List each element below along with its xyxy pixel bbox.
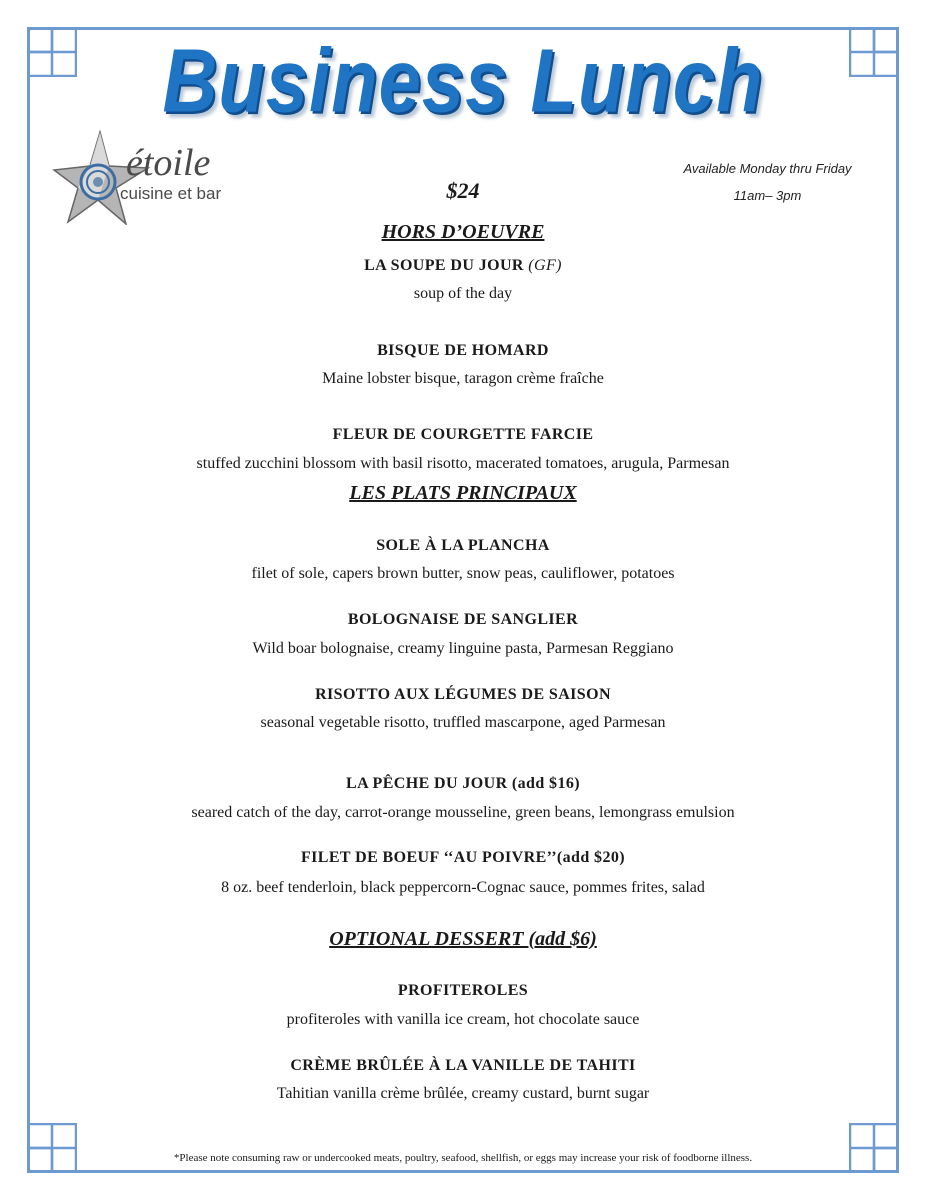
menu-item-name: BOLOGNAISE DE SANGLIER — [347, 611, 579, 628]
availability-days: Available Monday thru Friday — [683, 161, 852, 176]
menu-item-description: soup of the day — [413, 285, 513, 302]
menu-item-name: SOLE À LA PLANCHA — [376, 537, 550, 554]
menu-item-description: stuffed zucchini blossom with basil risotto, macerated tomatoes, arugula, Parmesan — [196, 455, 730, 472]
menu-item-description: profiteroles with vanilla ice cream, hot chocolate sauce — [286, 1011, 640, 1028]
section-heading-dessert: OPTIONAL DESSERT (add $6) — [329, 928, 597, 950]
corner-ornament-bottom-left — [27, 1123, 77, 1173]
section-heading-hors-doeuvre: HORS D’OEUVRE — [381, 221, 545, 243]
menu-item-description: 8 oz. beef tenderloin, black peppercorn-Cognac sauce, pommes frites, salad — [221, 879, 705, 896]
availability-hours: 11am– 3pm — [733, 188, 802, 203]
menu-item-name: FILET DE BOEUF ‘‘AU POIVRE’’(add $20) — [300, 849, 625, 866]
corner-ornament-bottom-right — [849, 1123, 899, 1173]
menu-item-name: LA PÊCHE DU JOUR (add $16) — [346, 775, 580, 792]
menu-item-description: filet of sole, capers brown butter, snow peas, cauliflower, potatoes — [251, 565, 675, 582]
menu-item-name: RISOTTO AUX LÉGUMES DE SAISON — [315, 686, 611, 703]
food-safety-disclaimer: *Please note consuming raw or undercooked meats, poultry, seafood, shellfish, or eggs may increase your risk of foodborne illness. — [173, 1152, 753, 1164]
logo-name: étoile — [126, 142, 211, 184]
menu-item-description: Maine lobster bisque, taragon crème fraîche — [322, 370, 604, 387]
menu-item-name: FLEUR DE COURGETTE FARCIE — [332, 426, 594, 443]
menu-item-name: CRÈME BRÛLÉE À LA VANILLE DE TAHITI — [290, 1057, 636, 1074]
section-heading-plats-principaux: LES PLATS PRINCIPAUX — [349, 482, 577, 504]
menu-item-description: seared catch of the day, carrot-orange mousseline, green beans, lemongrass emulsion — [191, 804, 735, 821]
logo-subtitle: cuisine et bar — [120, 184, 222, 203]
menu-item-description: seasonal vegetable risotto, truffled mascarpone, aged Parmesan — [260, 714, 666, 731]
menu-price: $24 — [446, 178, 480, 203]
gluten-free-tag: (GF) — [528, 257, 562, 274]
menu-item-name: LA SOUPE DU JOUR (GF) — [364, 257, 562, 274]
menu-item-description: Tahitian vanilla crème brûlée, creamy custard, burnt sugar — [276, 1085, 650, 1102]
menu-item-name: BISQUE DE HOMARD — [377, 342, 549, 359]
menu-item-description: Wild boar bolognaise, creamy linguine pasta, Parmesan Reggiano — [252, 640, 674, 657]
page-title: Business Lunch — [162, 31, 764, 132]
menu-item-name: PROFITEROLES — [397, 982, 529, 999]
